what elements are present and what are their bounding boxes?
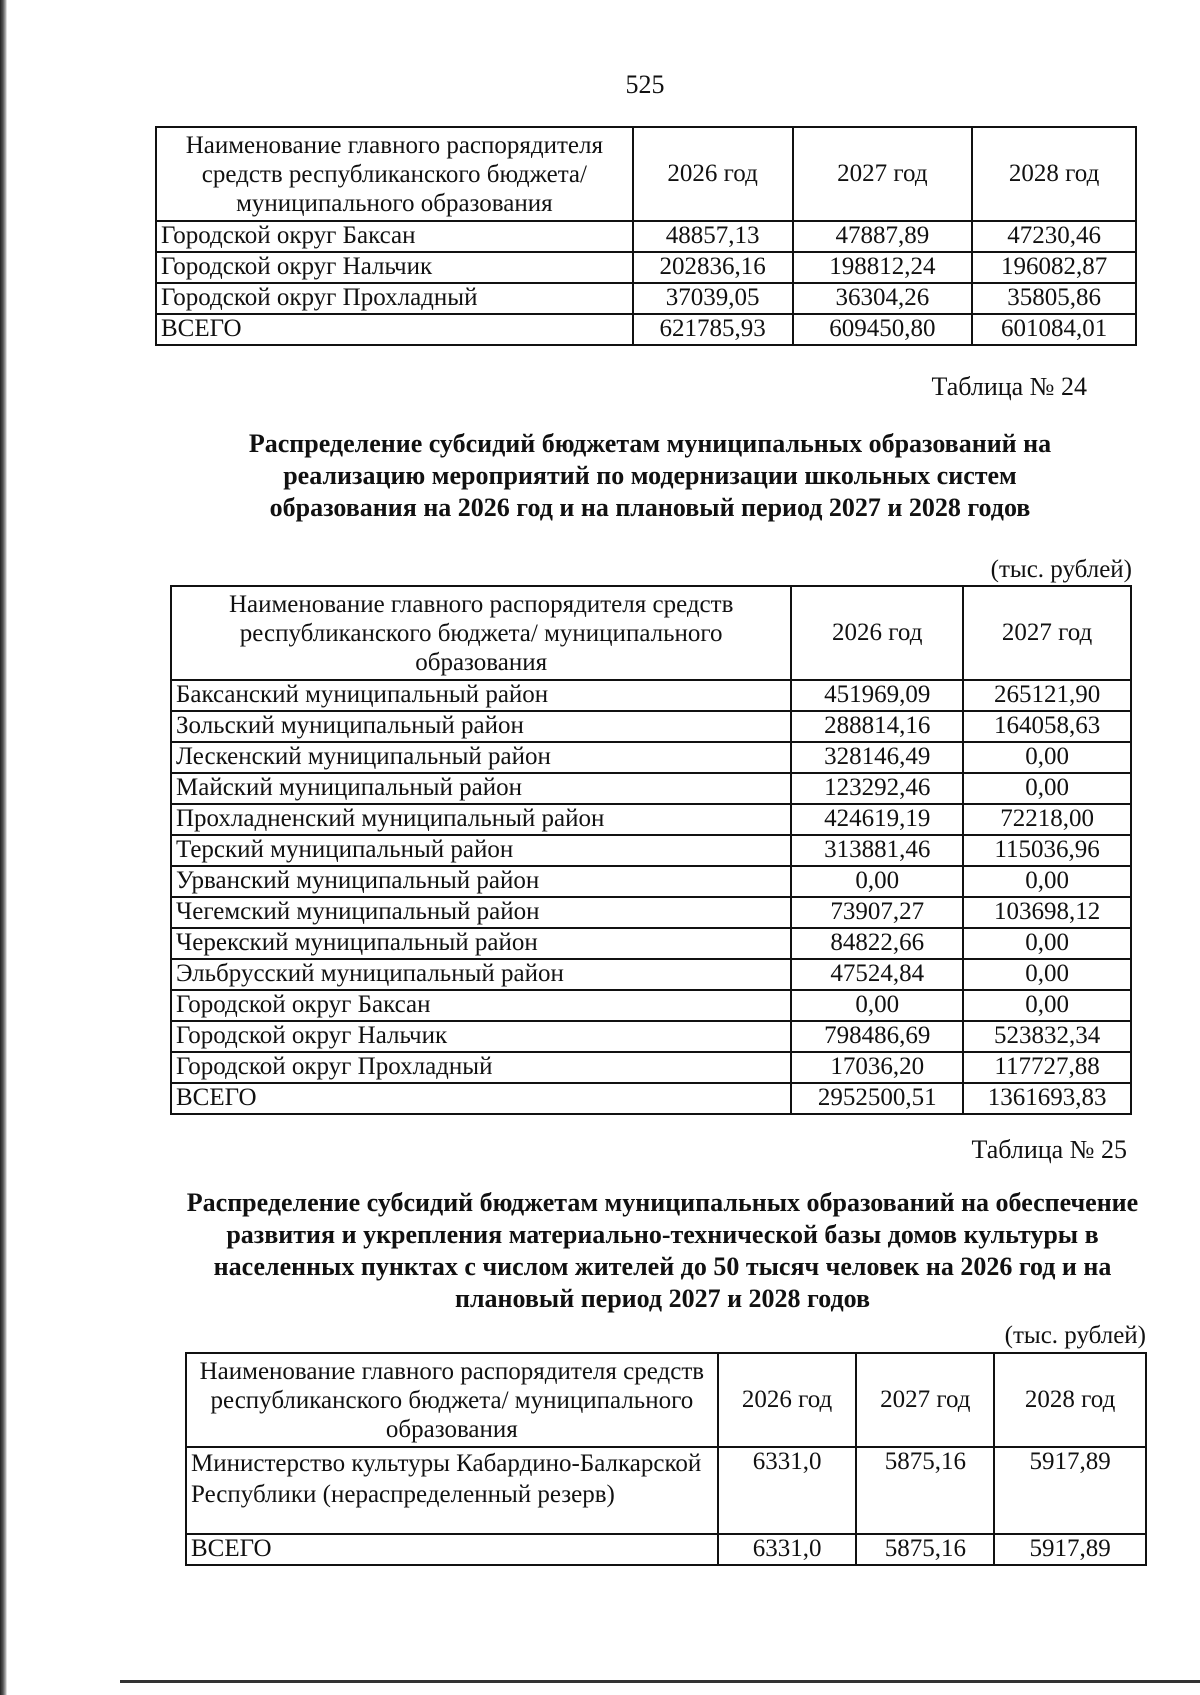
row-name: Министерство культуры Кабардино-Балкарской Республики (нераспределенный резерв)	[186, 1447, 718, 1534]
table-row	[156, 283, 1136, 314]
table-header-row	[171, 586, 1131, 680]
cell-2026: 37039,05	[633, 283, 793, 314]
cell-2028: 601084,01	[972, 314, 1136, 345]
cell-2026: 47524,84	[791, 959, 963, 990]
cell-2026: 798486,69	[791, 1021, 963, 1052]
cell-2028: 5917,89	[994, 1534, 1146, 1565]
row-name: Терский муниципальный район	[171, 835, 791, 866]
scan-edge-left	[0, 0, 7, 1695]
table-row	[171, 804, 1131, 835]
table-row	[171, 680, 1131, 711]
cell-2026: 424619,19	[791, 804, 963, 835]
table-header-row	[186, 1353, 1146, 1447]
cell-2026: 0,00	[791, 990, 963, 1021]
table-25-unit: (тыс. рублей)	[1004, 1322, 1146, 1349]
cell-2026: 2952500,51	[791, 1083, 963, 1114]
table-24-title: Распределение субсидий бюджетам муниципальных образований на реализацию мероприятий по модернизации школьных систем образования на 2026 год и на плановый период 2027 и 2028 годов	[248, 429, 1052, 522]
cell-2027: 164058,63	[963, 711, 1131, 742]
header-2027: 2027 год	[856, 1353, 994, 1447]
table-25-label: Таблица № 25	[971, 1135, 1127, 1164]
header-name: Наименование главного распорядителя средств республиканского бюджета/ муниципального образования	[156, 127, 633, 221]
cell-2027: 609450,80	[793, 314, 973, 345]
cell-2026: 202836,16	[633, 252, 793, 283]
table-row	[171, 959, 1131, 990]
table-total-row	[186, 1534, 1146, 1565]
cell-2027: 115036,96	[963, 835, 1131, 866]
cell-2027: 103698,12	[963, 897, 1131, 928]
cell-2027: 5875,16	[856, 1534, 994, 1565]
cell-2027: 0,00	[963, 990, 1131, 1021]
table-row	[171, 773, 1131, 804]
row-name: ВСЕГО	[171, 1083, 791, 1114]
table-row	[156, 221, 1136, 252]
cell-2026: 6331,0	[718, 1534, 857, 1565]
table-24	[170, 585, 1132, 1115]
cell-2026: 621785,93	[633, 314, 793, 345]
cell-2028: 47230,46	[972, 221, 1136, 252]
table-row	[171, 897, 1131, 928]
table-header-row	[156, 127, 1136, 221]
header-2027: 2027 год	[793, 127, 973, 221]
table-24-label: Таблица № 24	[931, 372, 1087, 401]
cell-2027: 0,00	[963, 959, 1131, 990]
header-2028: 2028 год	[994, 1353, 1146, 1447]
row-name: Майский муниципальный район	[171, 773, 791, 804]
cell-2026: 451969,09	[791, 680, 963, 711]
row-name: Прохладненский муниципальный район	[171, 804, 791, 835]
cell-2027: 5875,16	[856, 1447, 994, 1534]
table-total-row	[171, 1083, 1131, 1114]
cell-2027: 0,00	[963, 773, 1131, 804]
table-row	[171, 866, 1131, 897]
cell-2026: 6331,0	[718, 1447, 857, 1534]
cell-2027: 0,00	[963, 928, 1131, 959]
header-2026: 2026 год	[633, 127, 793, 221]
cell-2026: 84822,66	[791, 928, 963, 959]
cell-2026: 123292,46	[791, 773, 963, 804]
table-row	[171, 742, 1131, 773]
table-row	[171, 928, 1131, 959]
table-row	[186, 1447, 1146, 1534]
table-row	[156, 252, 1136, 283]
page-number: 525	[625, 70, 665, 99]
row-name: Урванский муниципальный район	[171, 866, 791, 897]
table-row	[171, 1052, 1131, 1083]
table-total-row	[156, 314, 1136, 345]
row-name: Городской округ Баксан	[156, 221, 633, 252]
row-name: Эльбрусский муниципальный район	[171, 959, 791, 990]
cell-2026: 17036,20	[791, 1052, 963, 1083]
cell-2027: 117727,88	[963, 1052, 1131, 1083]
scan-edge-bottom	[120, 1680, 1200, 1683]
row-name: Городской округ Нальчик	[156, 252, 633, 283]
header-2027: 2027 год	[963, 586, 1131, 680]
cell-2026: 0,00	[791, 866, 963, 897]
row-name: Зольский муниципальный район	[171, 711, 791, 742]
cell-2028: 5917,89	[994, 1447, 1146, 1534]
cell-2027: 1361693,83	[963, 1083, 1131, 1114]
header-2026: 2026 год	[791, 586, 963, 680]
cell-2027: 0,00	[963, 742, 1131, 773]
header-2028: 2028 год	[972, 127, 1136, 221]
row-name: Баксанский муниципальный район	[171, 680, 791, 711]
cell-2026: 48857,13	[633, 221, 793, 252]
cell-2026: 288814,16	[791, 711, 963, 742]
cell-2027: 265121,90	[963, 680, 1131, 711]
table-row	[171, 990, 1131, 1021]
table-row	[171, 1021, 1131, 1052]
header-name: Наименование главного распорядителя средств республиканского бюджета/ муниципального образования	[171, 586, 791, 680]
row-name: Городской округ Прохладный	[171, 1052, 791, 1083]
header-2026: 2026 год	[718, 1353, 857, 1447]
row-name: Городской округ Нальчик	[171, 1021, 791, 1052]
cell-2027: 47887,89	[793, 221, 973, 252]
cell-2027: 198812,24	[793, 252, 973, 283]
row-name: Чегемский муниципальный район	[171, 897, 791, 928]
row-name: ВСЕГО	[186, 1534, 718, 1565]
cell-2027: 72218,00	[963, 804, 1131, 835]
table-top	[155, 126, 1137, 346]
row-name: Городской округ Прохладный	[156, 283, 633, 314]
header-name: Наименование главного распорядителя средств республиканского бюджета/ муниципального образования	[186, 1353, 718, 1447]
cell-2027: 523832,34	[963, 1021, 1131, 1052]
table-24-unit: (тыс. рублей)	[990, 556, 1132, 583]
table-25-title: Распределение субсидий бюджетам муниципальных образований на обеспечение развития и укрепления материально-технической базы домов культуры в населенных пунктах с числом жителей до 50 тысяч человек на 2026 год и на плановый период 2027 и 2028 годов	[186, 1188, 1139, 1313]
row-name: Городской округ Баксан	[171, 990, 791, 1021]
cell-2027: 0,00	[963, 866, 1131, 897]
row-name: ВСЕГО	[156, 314, 633, 345]
table-25	[185, 1352, 1147, 1566]
row-name: Лескенский муниципальный район	[171, 742, 791, 773]
table-row	[171, 711, 1131, 742]
row-name: Черекский муниципальный район	[171, 928, 791, 959]
cell-2026: 73907,27	[791, 897, 963, 928]
cell-2026: 328146,49	[791, 742, 963, 773]
cell-2028: 35805,86	[972, 283, 1136, 314]
cell-2027: 36304,26	[793, 283, 973, 314]
table-row	[171, 835, 1131, 866]
cell-2028: 196082,87	[972, 252, 1136, 283]
cell-2026: 313881,46	[791, 835, 963, 866]
